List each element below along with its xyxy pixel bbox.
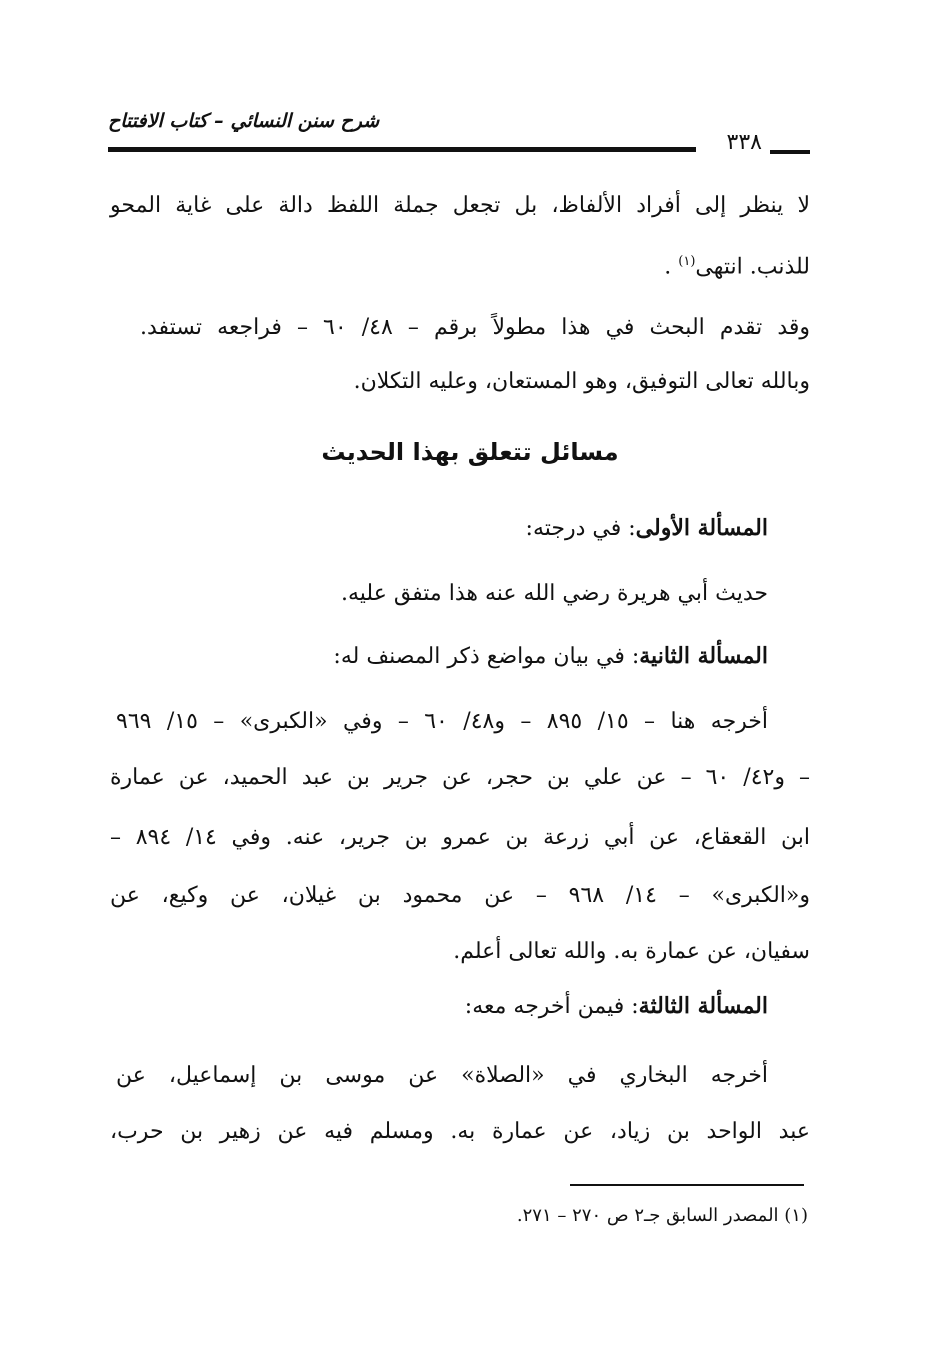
paragraph-2-line-1: وقد تقدم البحث في هذا مطولاً برقم – ٤٨/ ٦٠ – فراجعه تستفد. <box>140 315 811 340</box>
paragraph-1-line-1: لا ينظر إلى أفراد الألفاظ، بل تجعل جملة اللفظ دالة على غاية المحو <box>110 193 810 218</box>
question-2-line-3: ابن القعقاع، عن أبي زرعة بن عمرو بن جرير، عنه. وفي ١٤/ ٨٩٤ – <box>110 825 811 850</box>
footnote: (١) المصدر السابق جـ٢ ص ٢٧٠ – ٢٧١. <box>516 1205 808 1226</box>
question-2-line-1: أخرجه هنا – ١٥/ ٨٩٥ – و٤٨/ ٦٠ – وفي «الكبرى» – ١٥/ ٩٦٩ <box>116 709 769 734</box>
paragraph-1-line-2-end: . <box>664 254 679 280</box>
question-2-line-5: سفيان، عن عمارة به. والله تعالى أعلم. <box>453 939 810 964</box>
question-3-title <box>68 986 768 1027</box>
question-2-subject: : في بيان مواضع ذكر المصنف له: <box>333 644 640 669</box>
question-1-subject: : في درجته: <box>525 516 636 541</box>
footnote-rule <box>570 1184 804 1186</box>
page-number-dash <box>770 150 810 154</box>
question-3-label: المسألة الثالثة <box>638 993 768 1019</box>
question-1-text: حديث أبي هريرة رضي الله عنه هذا متفق عليه. <box>340 581 768 606</box>
paragraph-1-line-2 <box>110 242 810 287</box>
page-number: ٣٣٨ <box>726 130 762 155</box>
header-rule <box>108 147 696 152</box>
paragraph-2-line-2: وبالله تعالى التوفيق، وهو المستعان، وعليه التكلان. <box>353 369 810 394</box>
question-2-title <box>68 636 768 677</box>
running-title: شرح سنن النسائي – كتاب الافتتاح <box>108 110 380 132</box>
section-heading: مسائل تتعلق بهذا الحديث <box>321 438 619 466</box>
question-2-line-4: و«الكبرى» – ١٤/ ٩٦٨ – عن محمود بن غيلان، عن وكيع، عن <box>110 883 810 908</box>
footnote-reference: (١) <box>678 254 696 269</box>
paragraph-1-line-2-text: للذنب. انتهى <box>695 254 810 280</box>
question-2-label: المسألة الثانية <box>639 643 768 669</box>
question-2-line-2: – و٤٢/ ٦٠ – عن علي بن حجر، عن جرير بن عبد الحميد، عن عمارة <box>110 765 811 790</box>
question-3-line-2: عبد الواحد بن زياد، عن عمارة به. ومسلم فيه عن زهير بن حرب، <box>110 1119 810 1144</box>
page-header <box>108 108 810 158</box>
question-1-label: المسألة الأولى <box>635 515 768 541</box>
question-1-title <box>68 508 768 549</box>
question-3-subject: : فيمن أخرجه معه: <box>464 994 639 1019</box>
question-3-line-1: أخرجه البخاري في «الصلاة» عن موسى بن إسماعيل، عن <box>116 1063 768 1088</box>
